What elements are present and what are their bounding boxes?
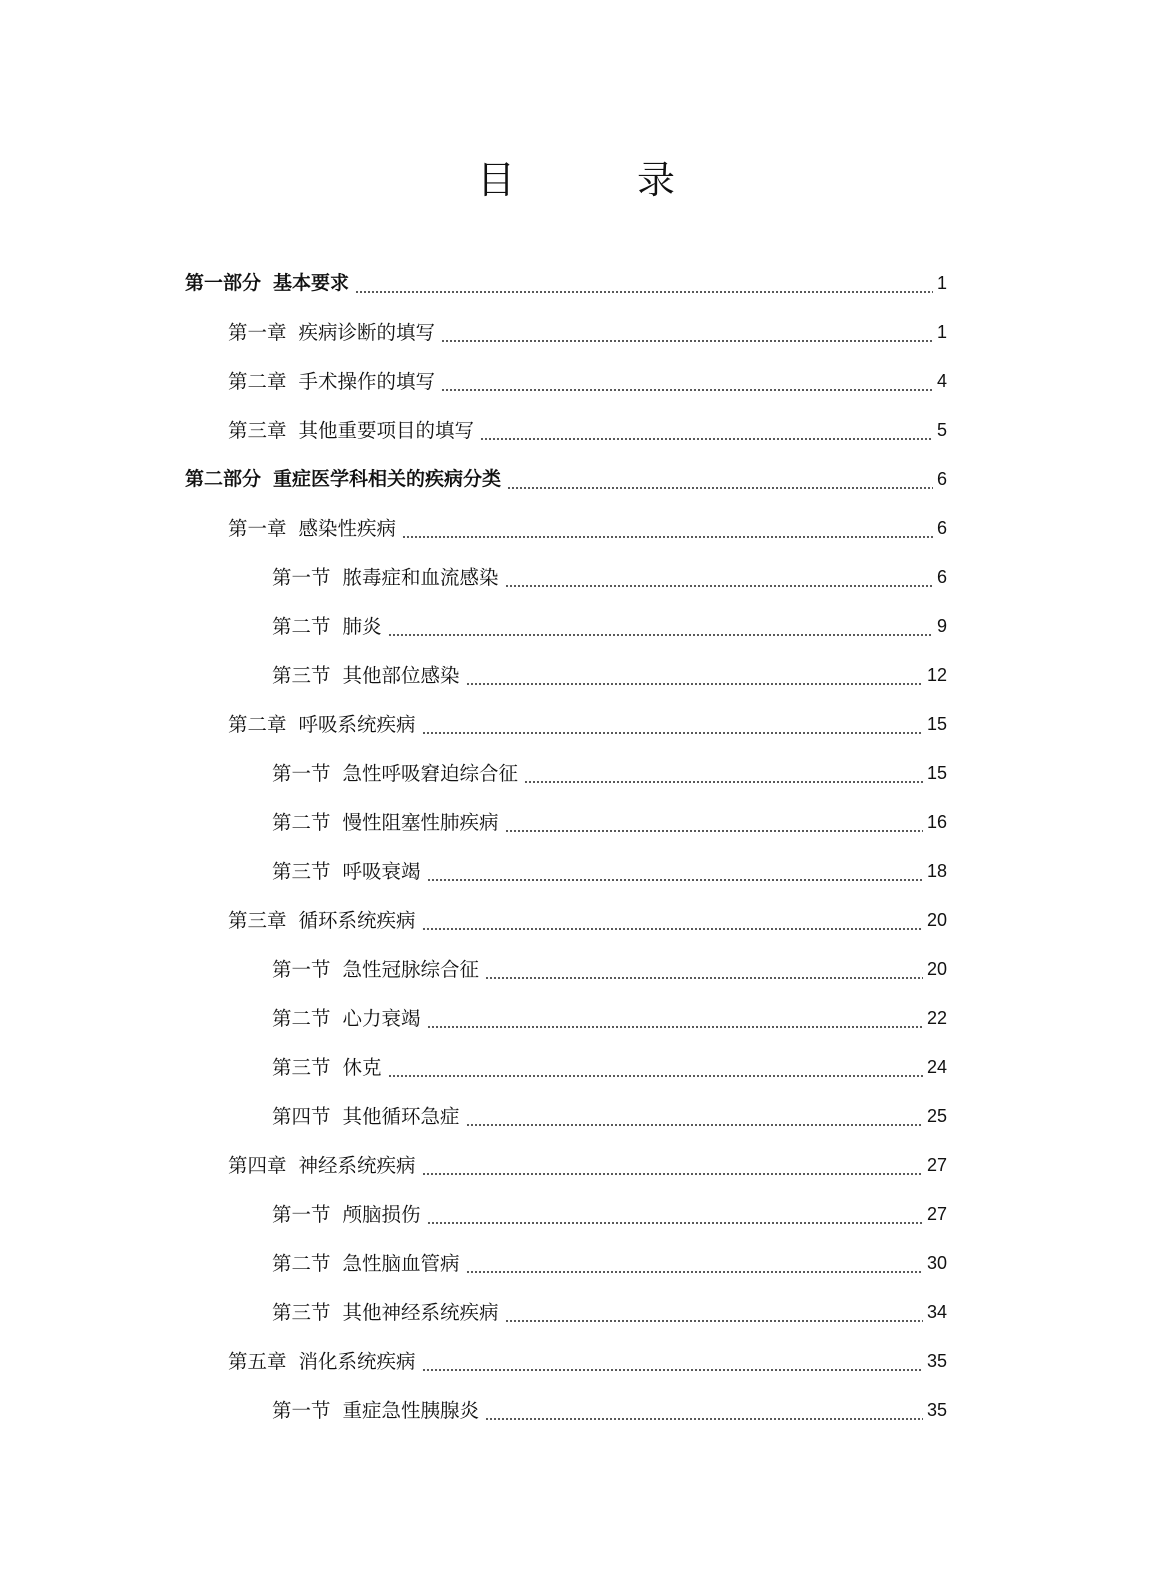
toc-entry-title: 重症医学科相关的疾病分类 (273, 468, 502, 490)
toc-entry-page-number: 22 (926, 1008, 947, 1028)
toc-entry-title: 神经系统疾病 (298, 1154, 416, 1177)
dot-leader (355, 291, 933, 293)
dot-leader (485, 1418, 923, 1420)
toc-entry-page-number: 1 (936, 273, 947, 293)
toc-entry-title: 基本要求 (273, 272, 350, 294)
toc-entry-page-number: 6 (936, 469, 947, 489)
toc-entry-title: 其他部位感染 (342, 664, 460, 687)
dot-leader (466, 1271, 923, 1273)
toc-entry-title: 急性冠脉综合征 (342, 958, 480, 981)
toc-entry-title: 循环系统疾病 (298, 909, 416, 932)
toc-entry-page-number: 35 (926, 1351, 947, 1371)
toc-entry-page-number: 15 (926, 714, 947, 734)
toc-entry-page-number: 24 (926, 1057, 947, 1077)
toc-entry-number: 第三章 (228, 909, 287, 932)
dot-leader (441, 389, 933, 391)
toc-entry-page-number: 15 (926, 763, 947, 783)
toc-entry[interactable] (0, 749, 1152, 798)
toc-entry-number: 第四章 (228, 1154, 287, 1177)
toc-entry-page-number: 20 (926, 959, 947, 979)
dot-leader (422, 1369, 923, 1371)
table-of-contents (0, 259, 1152, 1435)
toc-entry[interactable] (0, 1239, 1152, 1288)
toc-entry-number: 第二节 (272, 1007, 331, 1030)
dot-leader (466, 1124, 923, 1126)
toc-entry-number: 第一节 (272, 566, 331, 589)
toc-entry[interactable] (0, 1043, 1152, 1092)
toc-entry[interactable] (0, 945, 1152, 994)
dot-leader (505, 1320, 923, 1322)
toc-entry-page-number: 12 (926, 665, 947, 685)
toc-entry[interactable] (0, 602, 1152, 651)
dot-leader (427, 879, 923, 881)
toc-entry-title: 脓毒症和血流感染 (342, 566, 499, 589)
toc-entry[interactable] (0, 259, 1152, 308)
toc-entry-number: 第一部分 (185, 272, 262, 294)
toc-entry[interactable] (0, 1190, 1152, 1239)
toc-entry-page-number: 18 (926, 861, 947, 881)
toc-entry[interactable] (0, 700, 1152, 749)
toc-entry-title: 其他神经系统疾病 (342, 1301, 499, 1324)
toc-entry-title: 慢性阻塞性肺疾病 (342, 811, 499, 834)
dot-leader (388, 1075, 923, 1077)
toc-entry-number: 第二章 (228, 370, 287, 393)
toc-entry-number: 第四节 (272, 1105, 331, 1128)
toc-entry[interactable] (0, 504, 1152, 553)
dot-leader (427, 1026, 923, 1028)
toc-entry-page-number: 1 (936, 322, 947, 342)
toc-entry-title: 心力衰竭 (342, 1007, 421, 1030)
toc-entry-title: 感染性疾病 (298, 517, 397, 540)
toc-entry-page-number: 4 (936, 371, 947, 391)
toc-entry-page-number: 25 (926, 1106, 947, 1126)
toc-entry-page-number: 20 (926, 910, 947, 930)
toc-entry[interactable] (0, 553, 1152, 602)
toc-entry-number: 第一节 (272, 958, 331, 981)
toc-entry-number: 第五章 (228, 1350, 287, 1373)
toc-entry-page-number: 34 (926, 1302, 947, 1322)
dot-leader (402, 536, 933, 538)
toc-entry-page-number: 6 (936, 567, 947, 587)
toc-entry[interactable] (0, 406, 1152, 455)
toc-entry[interactable] (0, 896, 1152, 945)
dot-leader (505, 585, 933, 587)
toc-entry[interactable] (0, 357, 1152, 406)
dot-leader (480, 438, 933, 440)
toc-entry-number: 第二节 (272, 811, 331, 834)
toc-entry[interactable] (0, 1288, 1152, 1337)
toc-entry[interactable] (0, 847, 1152, 896)
toc-entry-page-number: 27 (926, 1155, 947, 1175)
toc-entry[interactable] (0, 1092, 1152, 1141)
toc-entry-number: 第一节 (272, 1203, 331, 1226)
toc-entry-number: 第三节 (272, 860, 331, 883)
toc-entry-page-number: 27 (926, 1204, 947, 1224)
dot-leader (427, 1222, 923, 1224)
toc-entry-number: 第二部分 (185, 468, 262, 490)
dot-leader (524, 781, 923, 783)
toc-entry-title: 手术操作的填写 (298, 370, 436, 393)
toc-entry-page-number: 5 (936, 420, 947, 440)
toc-entry[interactable] (0, 1337, 1152, 1386)
toc-entry[interactable] (0, 651, 1152, 700)
toc-entry-number: 第三章 (228, 419, 287, 442)
toc-entry-number: 第一节 (272, 762, 331, 785)
toc-entry-title: 消化系统疾病 (298, 1350, 416, 1373)
toc-entry-page-number: 6 (936, 518, 947, 538)
toc-entry-page-number: 35 (926, 1400, 947, 1420)
toc-entry-number: 第三节 (272, 664, 331, 687)
toc-entry-title: 呼吸系统疾病 (298, 713, 416, 736)
toc-entry[interactable] (0, 1386, 1152, 1435)
toc-entry-title: 急性脑血管病 (342, 1252, 460, 1275)
toc-entry-title: 肺炎 (342, 615, 382, 638)
toc-entry-page-number: 16 (926, 812, 947, 832)
toc-entry-number: 第三节 (272, 1056, 331, 1079)
page-title: 目 录 (476, 158, 717, 202)
dot-leader (507, 487, 933, 489)
toc-entry-number: 第一章 (228, 517, 287, 540)
toc-entry-title: 其他重要项目的填写 (298, 419, 475, 442)
dot-leader (441, 340, 933, 342)
toc-entry[interactable] (0, 455, 1152, 504)
toc-entry-number: 第一章 (228, 321, 287, 344)
dot-leader (485, 977, 923, 979)
toc-entry-title: 休克 (342, 1056, 382, 1079)
dot-leader (422, 928, 923, 930)
dot-leader (505, 830, 923, 832)
toc-entry-title: 疾病诊断的填写 (298, 321, 436, 344)
toc-entry-number: 第二章 (228, 713, 287, 736)
dot-leader (388, 634, 933, 636)
toc-entry-number: 第二节 (272, 1252, 331, 1275)
toc-entry[interactable] (0, 994, 1152, 1043)
toc-entry-title: 呼吸衰竭 (342, 860, 421, 883)
toc-entry-page-number: 30 (926, 1253, 947, 1273)
toc-entry-title: 颅脑损伤 (342, 1203, 421, 1226)
dot-leader (422, 732, 923, 734)
toc-entry-number: 第一节 (272, 1399, 331, 1422)
toc-entry-number: 第三节 (272, 1301, 331, 1324)
toc-entry-title: 急性呼吸窘迫综合征 (342, 762, 519, 785)
toc-entry[interactable] (0, 1141, 1152, 1190)
toc-entry[interactable] (0, 308, 1152, 357)
dot-leader (422, 1173, 923, 1175)
toc-entry[interactable] (0, 798, 1152, 847)
toc-entry-title: 重症急性胰腺炎 (342, 1399, 480, 1422)
toc-entry-number: 第二节 (272, 615, 331, 638)
dot-leader (466, 683, 923, 685)
toc-entry-title: 其他循环急症 (342, 1105, 460, 1128)
toc-entry-page-number: 9 (936, 616, 947, 636)
